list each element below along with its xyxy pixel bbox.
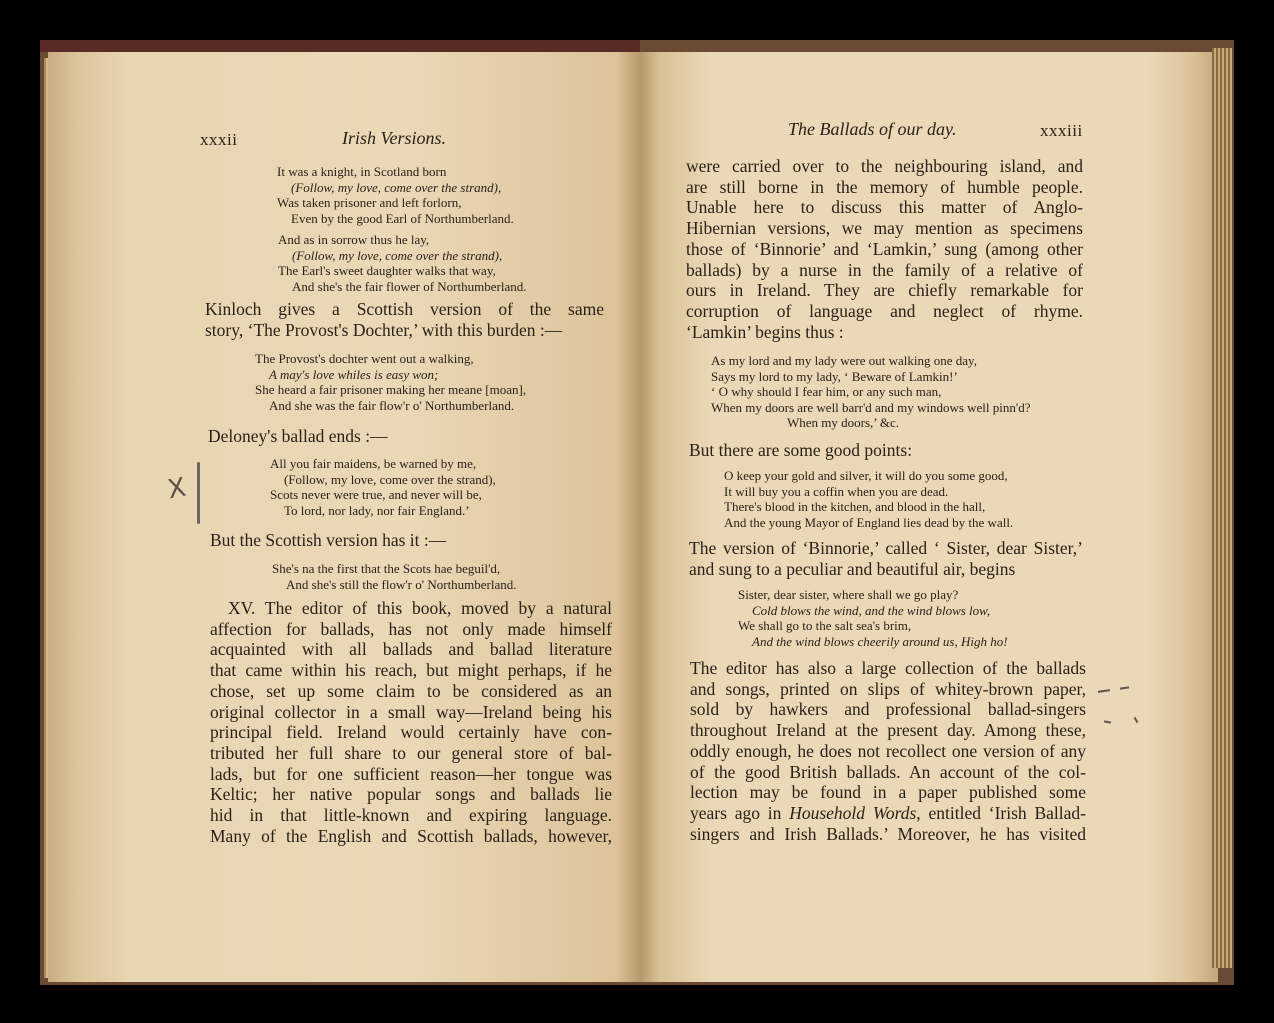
verse-line: And as in sorrow thus he lay, — [278, 232, 430, 247]
verse-sister — [738, 587, 1008, 649]
text-line: lection may be found in a paper published some — [690, 782, 1086, 803]
text-line: XV. The editor of this book, moved by a natural — [228, 598, 612, 618]
verse-line: ‘ O why should I fear him, or any such man, — [711, 384, 942, 399]
verse-knight-stanza-2 — [278, 232, 526, 294]
verse-line: And she was the fair flow'r o' Northumberland. — [269, 397, 515, 413]
verse-line: (Follow, my love, come over the strand), — [292, 247, 503, 263]
text-line: ballads) by a nurse in the family of a relative of — [686, 259, 1083, 280]
verse-line: Even by the good Earl of Northumberland. — [291, 210, 514, 226]
pencil-x-mark: X — [165, 472, 189, 506]
verse-lamkin — [711, 353, 1031, 431]
text-line: and sung to a peculiar and beautiful air, begins — [689, 558, 1016, 579]
text-line: sold by hawkers and professional ballad-singers — [690, 699, 1086, 720]
paragraph-binnorie — [689, 538, 1083, 579]
right-running-head: The Ballads of our day. — [788, 119, 957, 139]
text-line: that came within his reach, but might perhaps, if he — [210, 660, 612, 681]
text-line: Many of the English and Scottish ballads, however, — [210, 825, 612, 846]
verse-line: The Provost's dochter went out a walking, — [255, 351, 474, 366]
verse-line: (Follow, my love, come over the strand), — [284, 471, 496, 487]
verse-line: To lord, nor lady, nor fair England.’ — [284, 502, 470, 518]
left-running-head: Irish Versions. — [342, 128, 447, 148]
verse-line: Cold blows the wind, and the wind blows low, — [752, 602, 991, 618]
text-line: Keltic; her native popular songs and ballads lie — [210, 784, 612, 805]
verse-line: She's na the first that the Scots hae beguil'd, — [272, 561, 501, 576]
text-line: throughout Ireland at the present day. Among these, — [690, 720, 1086, 741]
verse-line: When my doors,’ &c. — [787, 415, 900, 430]
paragraph-good-points: But there are some good points: — [689, 440, 913, 460]
text-line: oddly enough, he does not recollect one version of any — [690, 740, 1086, 761]
verse-provost — [255, 351, 526, 413]
paragraph-xv — [210, 598, 612, 846]
verse-line: We shall go to the salt sea's brim, — [738, 618, 912, 633]
verse-line: And she's the fair flower of Northumberland. — [292, 278, 527, 294]
right-page-edges — [1212, 48, 1232, 968]
verse-line: When my doors are well barr'd and my windows well pinn'd? — [711, 399, 1031, 415]
text-line: years ago in Household Words, entitled ‘Irish Ballad- — [690, 802, 1086, 823]
verse-line: It will buy you a coffin when you are dead. — [724, 483, 949, 499]
verse-line: (Follow, my love, come over the strand), — [291, 179, 502, 195]
verse-line: She heard a fair prisoner making her meane [moan], — [255, 382, 527, 397]
text-line: are still borne in the memory of humble people. — [686, 176, 1083, 197]
text-line: hid in that little-known and expiring language. — [210, 805, 612, 826]
text-line: story, ‘The Provost's Dochter,’ with this burden :— — [205, 319, 563, 340]
verse-line: Was taken prisoner and left forlorn, — [277, 195, 462, 210]
text-line: original collector in a small way—Ireland being his — [210, 701, 612, 722]
right-page-number: xxxiii — [1040, 121, 1083, 140]
verse-line: O keep your gold and silver, it will do you some good, — [724, 468, 1008, 483]
text-line: Kinloch gives a Scottish version of the same — [205, 299, 604, 319]
paragraph-deloney: Deloney's ballad ends :— — [208, 426, 388, 446]
verse-deloney — [270, 456, 496, 518]
text-line: acquainted with all ballads and ballad literature — [210, 639, 612, 660]
text-line: principal field. Ireland would certainly have con- — [210, 722, 612, 743]
text-line: were carried over to the neighbouring island, and — [686, 156, 1083, 176]
paragraph-collection — [690, 658, 1086, 844]
text-line: affection for ballads, has not only made himself — [210, 618, 612, 639]
verse-line: Says my lord to my lady, ‘ Beware of Lamkin!’ — [711, 368, 958, 384]
text-line: chose, set up some claim to be considered as an — [210, 680, 612, 701]
verse-knight-stanza-1 — [277, 164, 514, 226]
text-line: The version of ‘Binnorie,’ called ‘ Sister, dear Sister,’ — [689, 538, 1083, 558]
verse-gold-silver — [724, 468, 1013, 530]
verse-line: And she's still the flow'r o' Northumberland. — [286, 576, 517, 592]
text-line: The editor has also a large collection of the ballads — [690, 658, 1086, 678]
text-line: those of ‘Binnorie’ and ‘Lamkin,’ sung (among other — [686, 238, 1083, 259]
verse-line: All you fair maidens, be warned by me, — [270, 456, 477, 471]
text-line: of the good British ballads. An account of the col- — [690, 761, 1086, 782]
paragraph-kinloch — [205, 299, 604, 340]
verse-line: A may's love whiles is easy won; — [269, 366, 439, 382]
text-line: ‘Lamkin’ begins thus : — [686, 321, 844, 342]
text-line: corruption of language and neglect of rhyme. — [686, 300, 1083, 321]
left-page-number: xxxii — [200, 130, 238, 149]
verse-line: And the young Mayor of England lies dead by the wall. — [724, 514, 1014, 530]
verse-line: The Earl's sweet daughter walks that way, — [278, 263, 496, 278]
text-line: ours in Ireland. They are chiefly remarkable for — [686, 280, 1083, 301]
text-line: lads, but for one sufficient reason—her tongue was — [210, 763, 612, 784]
verse-line: Sister, dear sister, where shall we go play? — [738, 587, 959, 602]
verse-line: There's blood in the kitchen, and blood in the hall, — [724, 499, 986, 514]
verse-scots — [272, 561, 517, 592]
verse-line: And the wind blows cheerily around us, High ho! — [752, 633, 1008, 649]
book-cover-edge — [40, 40, 640, 52]
pencil-margin-bar — [197, 462, 200, 524]
text-line: singers and Irish Ballads.’ Moreover, he has visited — [690, 823, 1086, 844]
text-line: Hibernian versions, we may mention as specimens — [686, 218, 1083, 239]
text-line: Unable here to discuss this matter of Anglo- — [686, 197, 1083, 218]
paragraph-carried-over — [686, 156, 1083, 342]
text-line: tributed her full share to our general store of bal- — [210, 742, 612, 763]
verse-line: Scots never were true, and never will be, — [270, 487, 482, 502]
paragraph-scottish-version: But the Scottish version has it :— — [210, 530, 447, 550]
verse-line: As my lord and my lady were out walking one day, — [711, 353, 977, 368]
text-line: and songs, printed on slips of whitey-brown paper, — [690, 678, 1086, 699]
verse-line: It was a knight, in Scotland born — [277, 164, 447, 179]
